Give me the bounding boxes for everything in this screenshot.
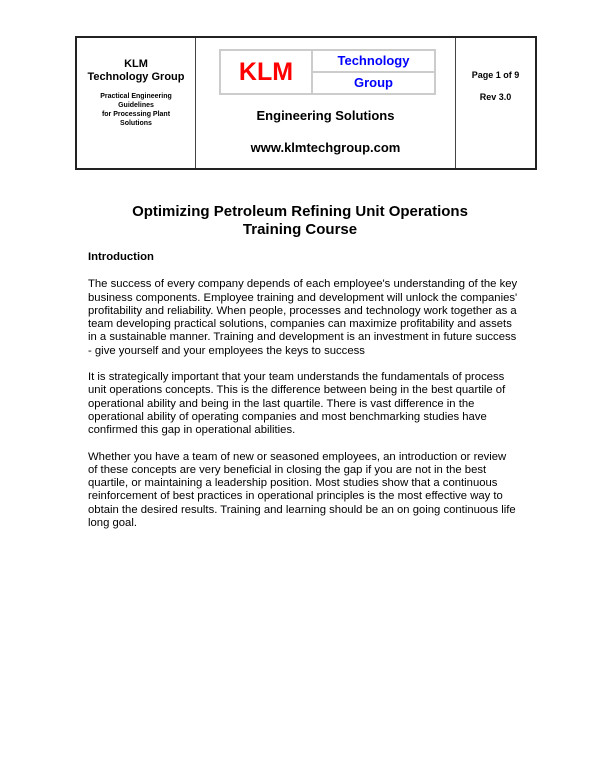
- company-line-2: Technology Group: [87, 71, 185, 83]
- logo-group: Group: [354, 75, 393, 90]
- company-cell: [77, 38, 196, 168]
- slogan: Engineering Solutions: [256, 108, 395, 123]
- page-number: Page 1 of 9: [471, 70, 520, 80]
- section-heading: Introduction: [88, 251, 154, 263]
- company-tagline: [77, 92, 195, 128]
- document-body: [88, 251, 518, 543]
- tagline-line: for Processing Plant: [101, 111, 171, 118]
- logo-technology: Technology: [313, 51, 434, 73]
- paragraph: Whether you have a team of new or seasoned employees, an introduction or review of these concepts are very beneficial in closing the gap if you are not in the best quartile, or maintaining a leadership position. Most studies show that a continuous reinforcement of best practices in operational principles is the most effective way to obtain the desired results. Training and learning should be an on going continuous life long goal.: [88, 450, 516, 530]
- klm-logo: [219, 49, 436, 95]
- title-line-2: Training Course: [242, 221, 358, 238]
- website: www.klmtechgroup.com: [250, 140, 401, 155]
- page-info-cell: [456, 38, 535, 168]
- logo-cell: [196, 38, 456, 168]
- company-line-1: KLM: [124, 58, 148, 70]
- tagline-line: Guidelines: [118, 102, 154, 109]
- paragraph: The success of every company depends of each employee's understanding of the key business components. Employee training and development will unlock the companies' profitability and reliability. When people, processes and technology work together as a team developing practical solutions, companies can maximize profitability and assets in a sustainable manner. Training and development is an investment in future success - give yourself and your employees the keys to success: [88, 278, 518, 357]
- logo-klm: KLM: [221, 51, 313, 93]
- document-header: [75, 36, 537, 170]
- paragraph: It is strategically important that your team understands the fundamentals of process unit operations concepts. This is the difference between being in the best quartile of operational ability and being in the last quartile. There is vast difference in the operational ability of operating companies and most benchmarking studies have confirmed this gap in operational abilities.: [88, 371, 506, 437]
- title-line-1: Optimizing Petroleum Refining Unit Operations: [132, 203, 468, 220]
- tagline-line: Solutions: [120, 120, 152, 127]
- document-title: [0, 203, 600, 239]
- revision: Rev 3.0: [479, 92, 512, 102]
- tagline-line: Practical Engineering: [100, 93, 172, 100]
- company-name: [77, 58, 195, 84]
